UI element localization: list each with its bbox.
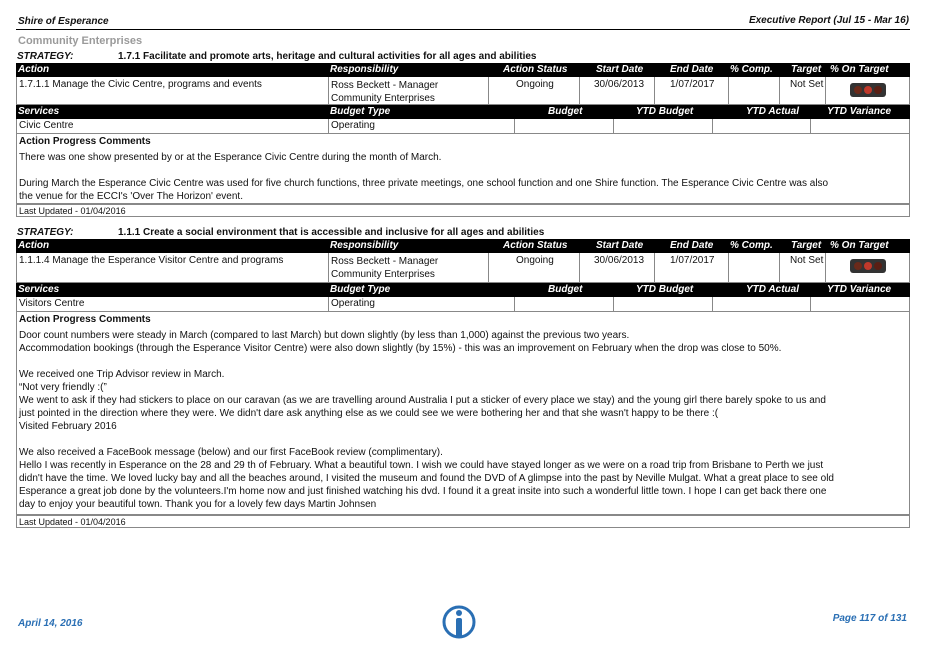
col-responsibility: Responsibility xyxy=(330,64,399,75)
action-header-bar xyxy=(16,239,910,253)
col-budget-type: Budget Type xyxy=(330,284,391,295)
col-budget: Budget xyxy=(548,284,583,295)
action-name: 1.7.1.1 Manage the Civic Centre, programs and events xyxy=(19,79,262,90)
comments-text: There was one show presented by or at the Esperance Civic Centre during the month of March. During March the Esperance Civic Centre was used for five church functions, three private meetings, one school function and one Shire function. The Esperance Civic Centre was also the venue for the ECCI's 'Over The Horizon' event. xyxy=(19,152,829,202)
services-header-bar xyxy=(16,283,910,297)
responsibility-line2: Community Enterprises xyxy=(331,269,435,280)
strategy-label: STRATEGY: xyxy=(17,51,74,62)
service-row xyxy=(16,119,910,134)
logo-icon xyxy=(441,605,477,639)
traffic-light-icon xyxy=(850,259,886,273)
comments-title: Action Progress Comments xyxy=(19,314,151,325)
col-action: Action xyxy=(18,64,50,75)
strategy-heading xyxy=(16,227,910,239)
responsibility-line1: Ross Beckett - Manager xyxy=(331,80,439,91)
col-start: Start Date xyxy=(596,64,644,75)
target-value: Not Set xyxy=(790,79,824,90)
col-ytd-variance: YTD Variance xyxy=(827,106,892,117)
col-ytd-actual: YTD Actual xyxy=(746,106,799,117)
footer-date: April 14, 2016 xyxy=(18,618,83,629)
strategy-text: 1.1.1 Create a social environment that is accessible and inclusive for all ages and abilities xyxy=(118,227,545,238)
section-title: Community Enterprises xyxy=(18,35,143,47)
col-comp: % Comp. xyxy=(730,240,773,251)
service-name: Visitors Centre xyxy=(19,298,85,309)
action-status: Ongoing xyxy=(516,255,554,266)
col-start: Start Date xyxy=(596,240,644,251)
action-row xyxy=(16,253,910,283)
responsibility-line1: Ross Beckett - Manager xyxy=(331,256,439,267)
services-header-bar xyxy=(16,105,910,119)
comments-title: Action Progress Comments xyxy=(19,136,151,147)
col-status: Action Status xyxy=(503,64,568,75)
comments-text: Door count numbers were steady in March (compared to last March) but down slightly (by less than 1,000) against the previous two years. Accommodation bookings (through the Esperance Visitor Centre) were also down slightly (by 15%) - this was an improvement on February when the drop was close to 50%. We received one Trip Advisor review in March. “Not very friendly :(” We went to ask if they had stickers to place on our caravan (as we are travelling around Australia I put a sticker of every place we stay) and the young girl there barely spoke to us and just pointed in the direction where they were. We didn't dare ask anything else as we could see we were bothering her and that she wasn't happy to be there :( Visited February 2016 We also received a FaceBook message (below) and our first FaceBook review (complimentary). Hello I was recently in Esperance on the 28 and 29 th of February. What a beautiful town. I wish we could have stayed longer as we were on a road trip from Brisbane to Perth we just didn't have the time. We loved lucky bay and all the beaches around, I visited the museum and found the DVD of A glimpse into the past by Neville Mulgat. What a great place to see old Esperance a great job done by the volunteers.I'm home now and just finished watching his dvd. I found it a great insite into such a wonderful little town. I hope I can get back there one day to enjoy your beautiful town. Thank you for a lovely few days Martin Johnsen xyxy=(19,330,834,510)
col-ytd-actual: YTD Actual xyxy=(746,284,799,295)
start-date: 30/06/2013 xyxy=(594,255,645,266)
target-value: Not Set xyxy=(790,255,824,266)
action-header-bar xyxy=(16,63,910,77)
col-services: Services xyxy=(18,284,60,295)
header-divider xyxy=(16,29,910,30)
col-on-target: % On Target xyxy=(830,64,889,75)
traffic-light-icon xyxy=(850,83,886,97)
end-date: 1/07/2017 xyxy=(670,79,715,90)
service-row xyxy=(16,297,910,312)
progress-comments xyxy=(16,312,910,515)
strategy-label: STRATEGY: xyxy=(17,227,74,238)
progress-comments xyxy=(16,134,910,204)
strategy-text: 1.7.1 Facilitate and promote arts, heritage and cultural activities for all ages and abilities xyxy=(118,51,537,62)
action-status: Ongoing xyxy=(516,79,554,90)
org-name: Shire of Esperance xyxy=(18,16,109,27)
col-budget-type: Budget Type xyxy=(330,106,391,117)
strategy-block-2 xyxy=(16,227,910,528)
col-action: Action xyxy=(18,240,50,251)
col-services: Services xyxy=(18,106,60,117)
col-ytd-budget: YTD Budget xyxy=(636,106,694,117)
last-updated: Last Updated - 01/04/2016 xyxy=(16,515,910,528)
col-on-target: % On Target xyxy=(830,240,889,251)
col-comp: % Comp. xyxy=(730,64,773,75)
strategy-heading xyxy=(16,51,910,63)
start-date: 30/06/2013 xyxy=(594,79,645,90)
col-status: Action Status xyxy=(503,240,568,251)
action-name: 1.1.1.4 Manage the Esperance Visitor Centre and programs xyxy=(19,255,284,266)
col-budget: Budget xyxy=(548,106,583,117)
budget-type: Operating xyxy=(331,298,375,309)
col-target: Target xyxy=(791,64,822,75)
footer-page: Page 117 of 131 xyxy=(832,613,907,624)
responsibility-line2: Community Enterprises xyxy=(331,93,435,104)
col-ytd-budget: YTD Budget xyxy=(636,284,694,295)
col-target: Target xyxy=(791,240,822,251)
end-date: 1/07/2017 xyxy=(670,255,715,266)
budget-type: Operating xyxy=(331,120,375,131)
action-row xyxy=(16,77,910,105)
strategy-block-1 xyxy=(16,51,910,217)
col-ytd-variance: YTD Variance xyxy=(827,284,892,295)
report-title: Executive Report (Jul 15 - Mar 16) xyxy=(748,15,909,26)
service-name: Civic Centre xyxy=(19,120,74,131)
last-updated: Last Updated - 01/04/2016 xyxy=(16,204,910,217)
col-end: End Date xyxy=(670,64,714,75)
col-responsibility: Responsibility xyxy=(330,240,399,251)
col-end: End Date xyxy=(670,240,714,251)
